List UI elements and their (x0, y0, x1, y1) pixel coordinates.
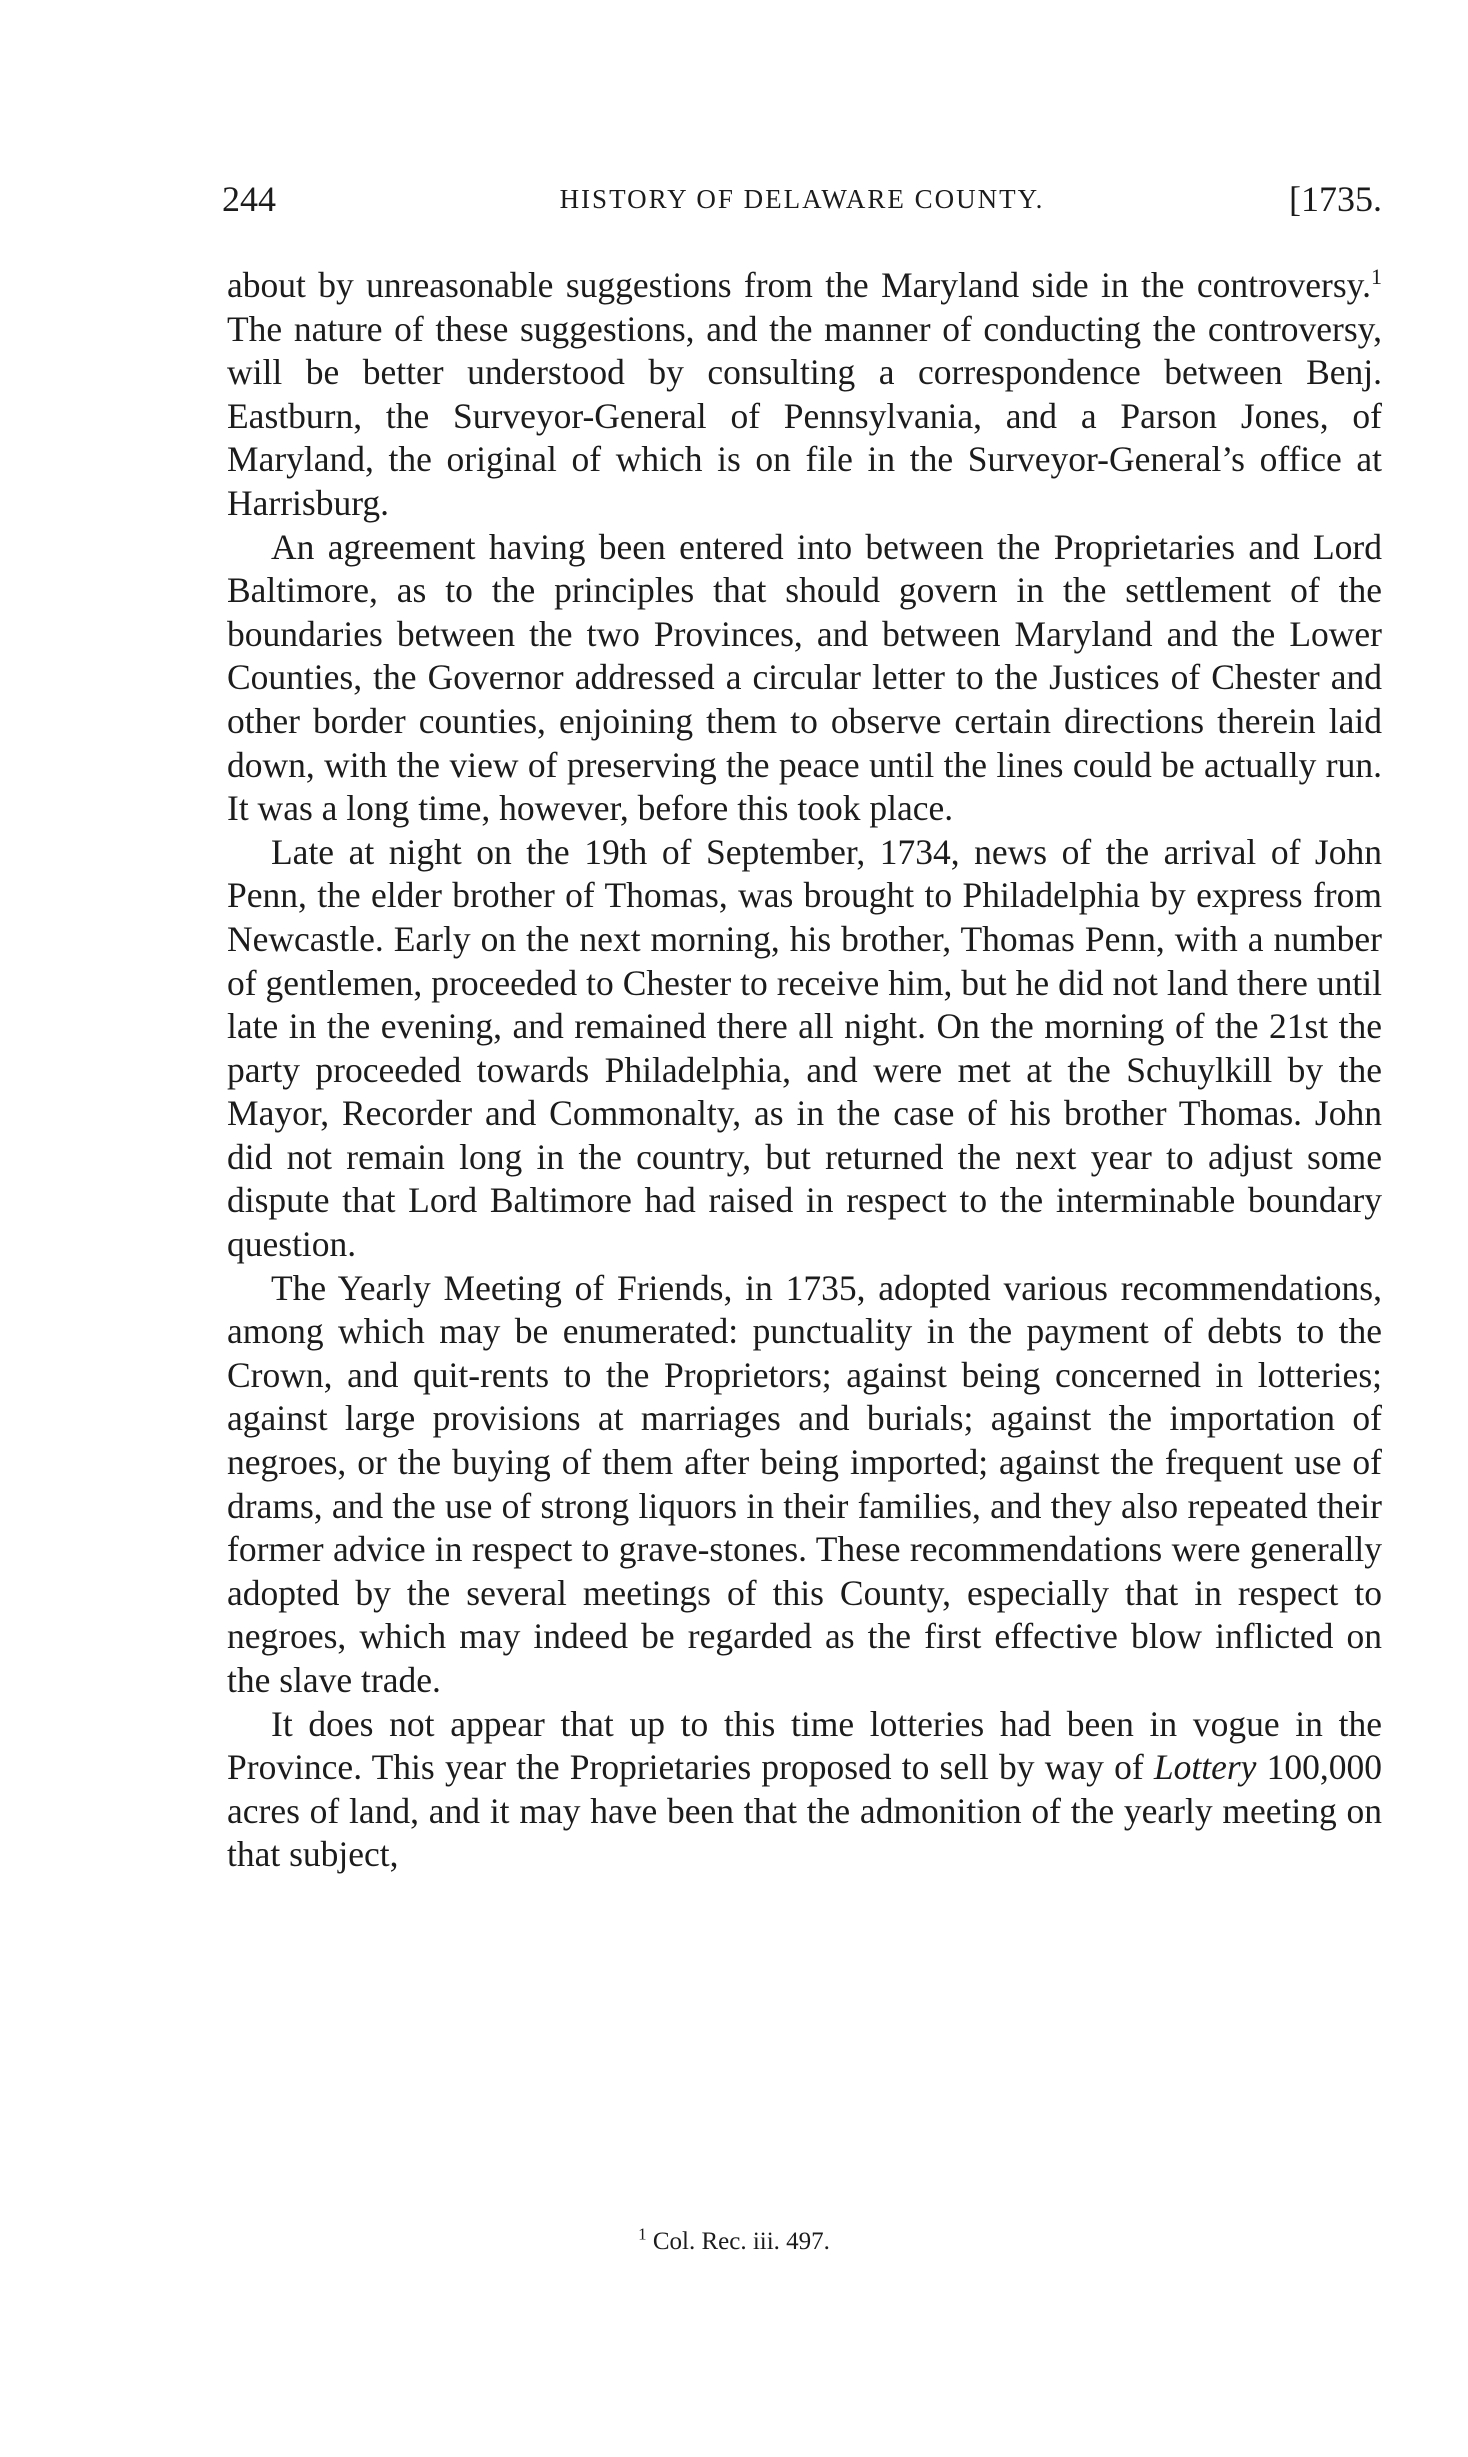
running-title: HISTORY OF DELAWARE COUNTY. (559, 184, 1045, 214)
paragraph-1 (227, 264, 1382, 526)
footnote-number: 1 (638, 2224, 647, 2244)
body-text (227, 264, 1382, 1877)
paragraph-1-continued: The nature of these suggestions, and the manner of conducting the controversy, will be better understood by consulting a correspondence between Benj. Eastburn, the Surveyor-General of Pennsylvania, and a Parson Jones, of Maryland, the original of which is on file in the Surveyor-General’s office at Harrisburg. (227, 308, 1382, 523)
paragraph-5 (227, 1703, 1382, 1877)
paragraph-5-continued: 100,000 acres of land, and it may have been that the admonition of the yearly meeting on that subject, (227, 1747, 1382, 1875)
paragraph-5-text: It does not appear that up to this time lotteries had been in vogue in the Province. This year the Proprietaries proposed to sell by way of (227, 1703, 1382, 1788)
page-number: 244 (222, 179, 276, 219)
paragraph-4: The Yearly Meeting of Friends, in 1735, adopted various recommendations, among which may be enumerated: punctuality in the payment of debts to the Crown, and quit-rents to the Proprietors; against being concerned in lotteries; against large provisions at marriages and burials; against the importation of negroes, or the buying of them after being imported; against the frequent use of drams, and the use of strong liquors in their families, and they also repeated their former advice in respect to grave-stones. These recommendations were generally adopted by the several meetings of this County, especially that in respect to negroes, which may indeed be regarded as the first effective blow inflicted on the slave trade. (227, 1267, 1382, 1700)
paragraph-2: An agreement having been entered into between the Proprietaries and Lord Baltimore, as to the principles that should govern in the settlement of the boundaries between the two Provinces, and between Maryland and the Lower Counties, the Governor addressed a circular letter to the Justices of Chester and other border counties, enjoining them to observe certain directions therein laid down, with the view of preserving the peace until the lines could be actually run. It was a long time, however, before this took place. (227, 526, 1382, 829)
paragraph-3: Late at night on the 19th of September, 1734, news of the arrival of John Penn, the elder brother of Thomas, was brought to Philadelphia by express from Newcastle. Early on the next morning, his brother, Thomas Penn, with a number of gentlemen, proceeded to Chester to receive him, but he did not land there until late in the evening, and remained there all night. On the morning of the 21st the party proceeded towards Philadelphia, and were met at the Schuylkill by the Mayor, Recorder and Commonalty, as in the case of his brother Thomas. John did not remain long in the country, but returned the next year to adjust some dispute that Lord Baltimore had raised in respect to the interminable boundary question. (227, 831, 1382, 1265)
footnote-text: Col. Rec. iii. 497. (646, 2228, 830, 2255)
footnote-reference: 1 (1371, 264, 1382, 290)
footnote (0, 2225, 1468, 2259)
header-year: [1735. (1289, 179, 1382, 219)
paragraph-1-text: about by unreasonable suggestions from the Maryland side in the controversy. (227, 265, 1371, 305)
lottery-italic: Lottery (1153, 1747, 1257, 1788)
running-header (222, 174, 1382, 224)
